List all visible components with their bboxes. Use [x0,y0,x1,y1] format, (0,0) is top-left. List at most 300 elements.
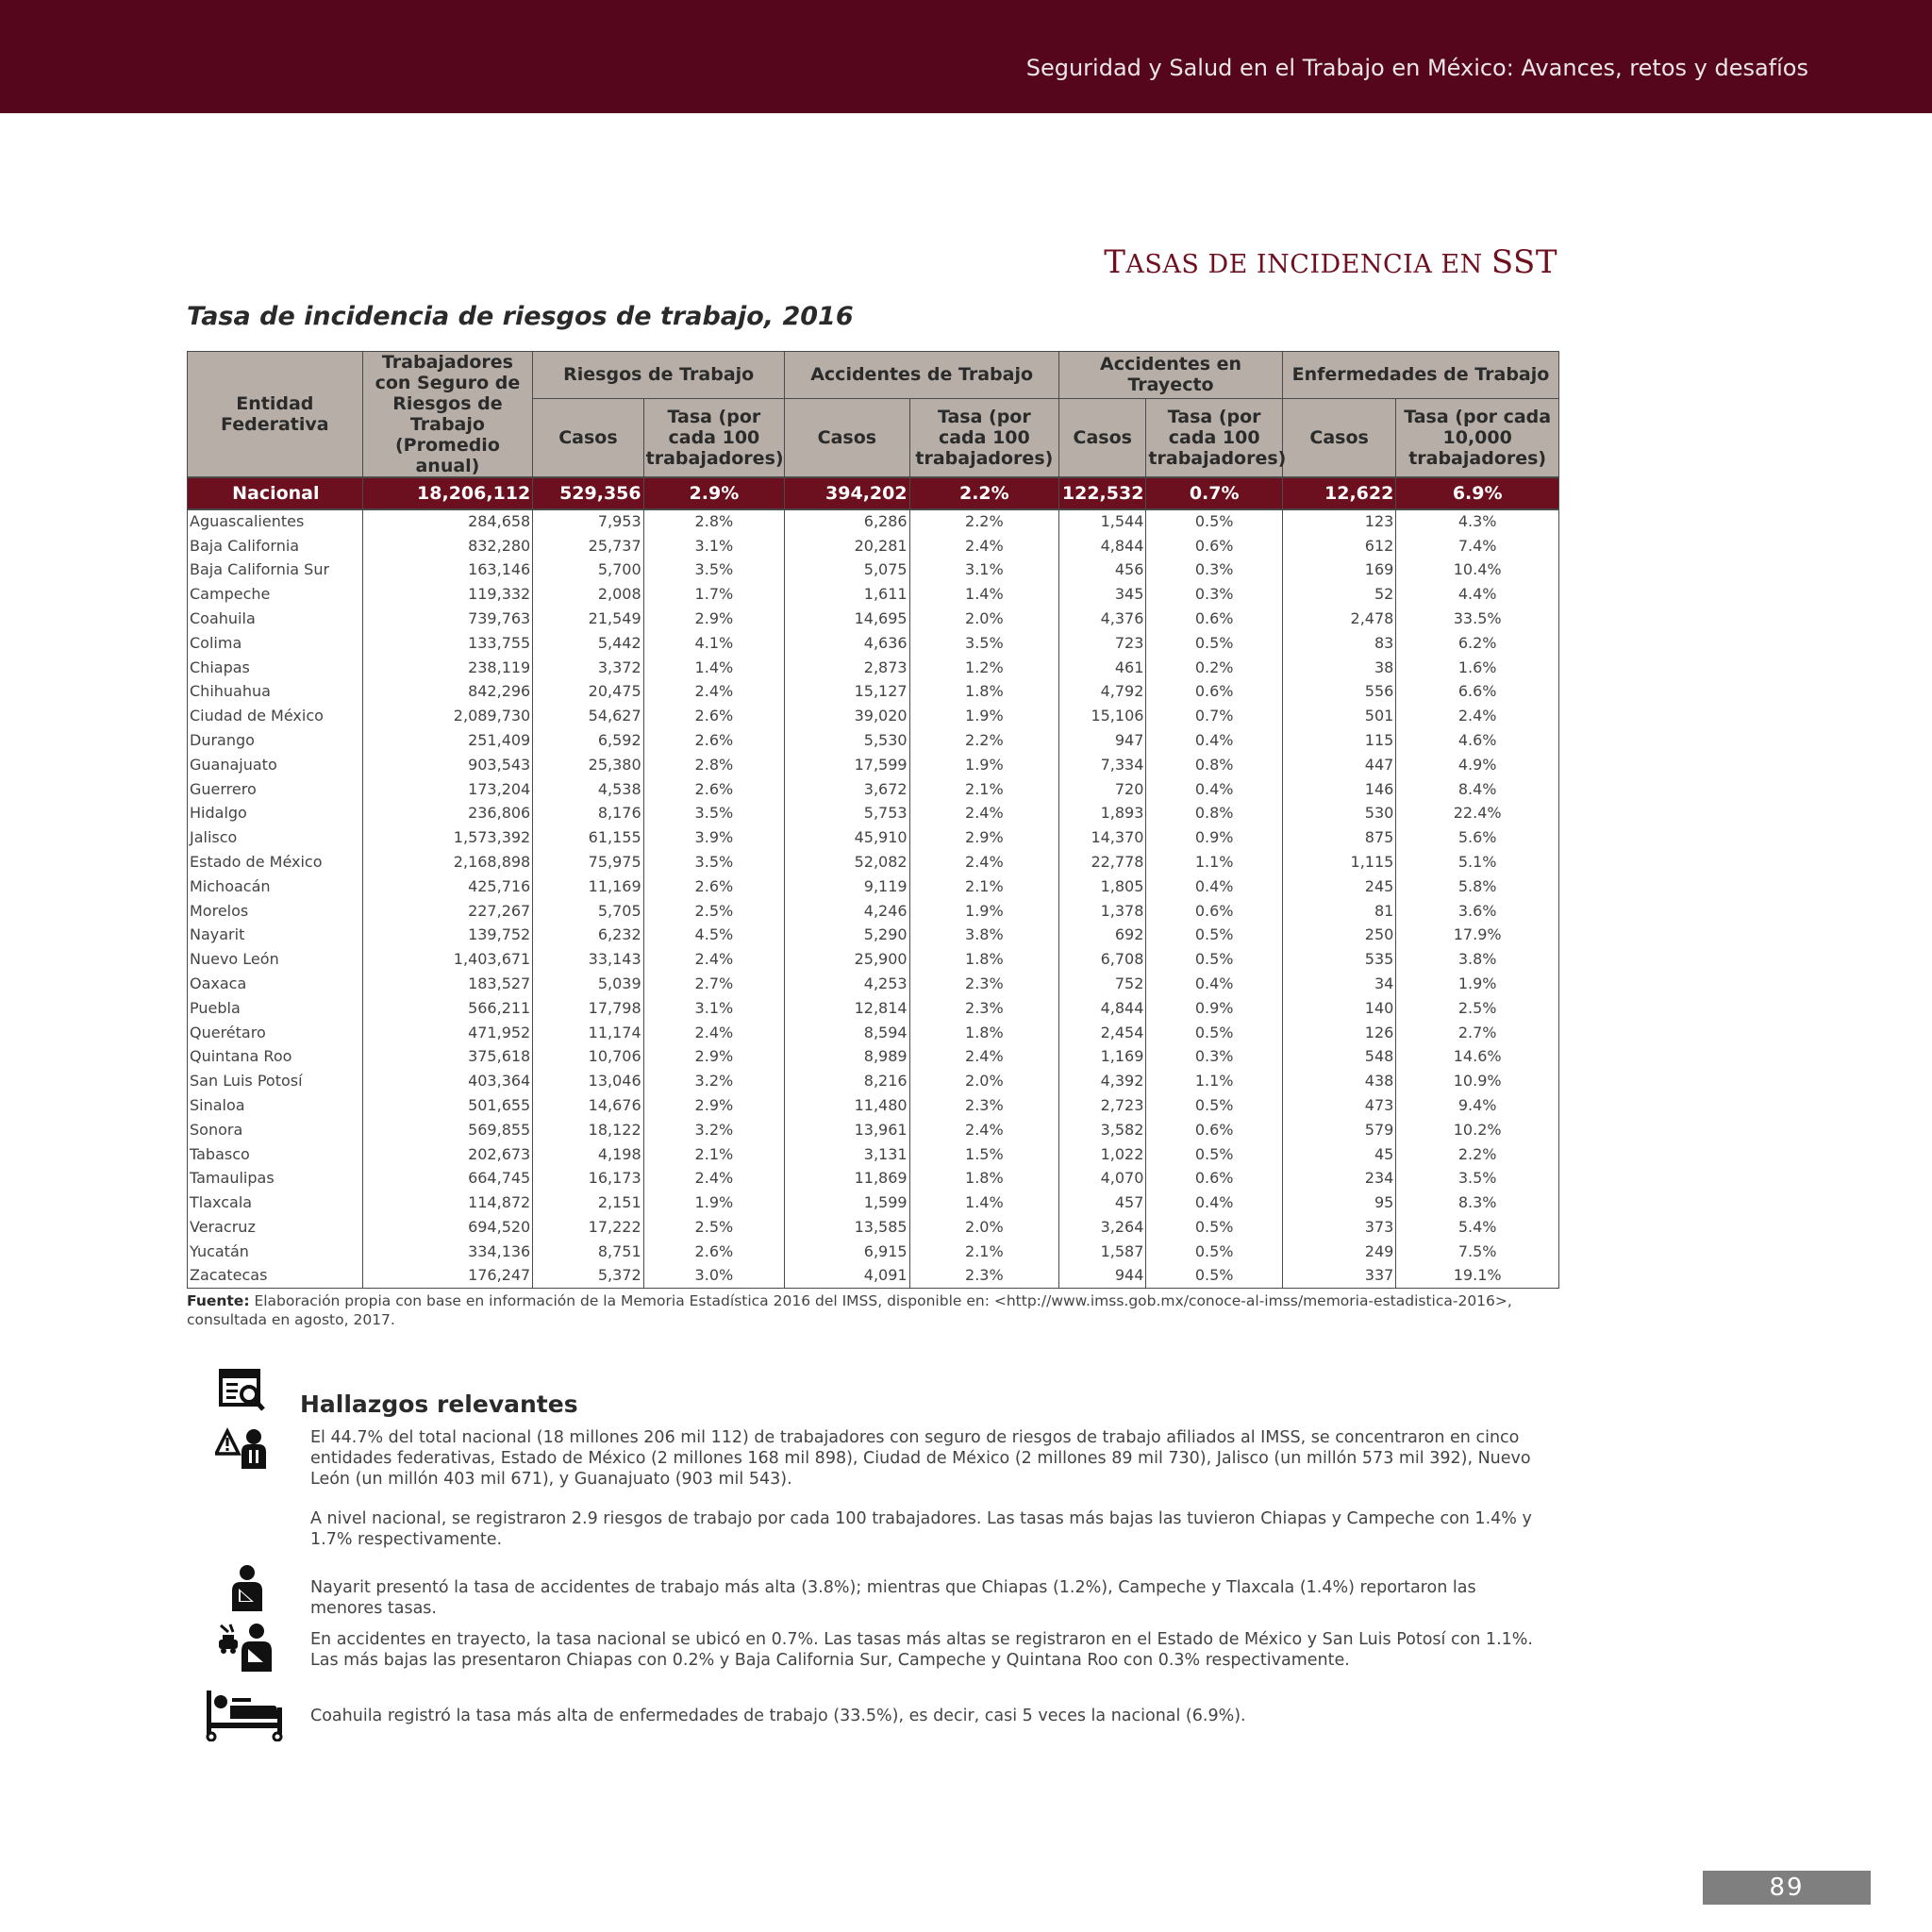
table-cell: 2.4% [643,947,785,972]
table-row [188,1045,1559,1070]
table-cell: 18,122 [533,1118,643,1142]
table-cell: 5,372 [533,1264,643,1289]
table-cell: 2,454 [1059,1021,1146,1045]
table-cell: 3,264 [1059,1215,1146,1240]
table-cell: 176,247 [362,1264,533,1289]
table-cell: 16,173 [533,1167,643,1191]
table-cell: 3.8% [1396,947,1559,972]
table-cell: 146 [1282,777,1395,802]
table-cell: 5,705 [533,899,643,924]
table-cell: 2.2% [909,477,1059,509]
table-cell: 20,475 [533,680,643,705]
table-cell: 2.6% [643,1240,785,1264]
table-row [188,850,1559,874]
entity-name-cell: Guanajuato [188,753,363,777]
table-cell: 0.4% [1146,874,1283,899]
table-cell: 2.1% [909,777,1059,802]
header-tasa: Tasa (por cada 100 trabajadores) [909,398,1059,477]
table-cell: 1,599 [785,1191,909,1215]
table-cell: 6,708 [1059,947,1146,972]
table-cell: 2,478 [1282,607,1395,631]
page-number-badge [1703,1871,1871,1905]
table-cell: 947 [1059,728,1146,753]
table-cell: 842,296 [362,680,533,705]
table-row [188,777,1559,802]
table-cell: 0.4% [1146,728,1283,753]
entity-name-cell: Estado de México [188,850,363,874]
table-cell: 5,075 [785,558,909,583]
table-cell: 5,753 [785,802,909,826]
table-cell: 38 [1282,656,1395,680]
table-cell: 2.4% [909,1118,1059,1142]
table-cell: 9.4% [1396,1093,1559,1118]
table-cell: 403,364 [362,1069,533,1093]
entity-name-cell: Chihuahua [188,680,363,705]
table-cell: 17,798 [533,996,643,1021]
table-cell: 81 [1282,899,1395,924]
table-cell: 0.6% [1146,899,1283,924]
table-cell: 548 [1282,1045,1395,1070]
table-cell: 8.3% [1396,1191,1559,1215]
table-cell: 2.3% [909,1264,1059,1289]
table-cell: 5,039 [533,972,643,996]
table-cell: 1.1% [1146,850,1283,874]
table-cell: 2.0% [909,1069,1059,1093]
table-cell: 251,409 [362,728,533,753]
table-cell: 556 [1282,680,1395,705]
entity-name-cell: Baja California Sur [188,558,363,583]
table-row [188,680,1559,705]
header-tasa: Tasa (por cada 100 trabajadores) [643,398,785,477]
table-cell: 284,658 [362,509,533,534]
table-cell: 0.5% [1146,947,1283,972]
table-cell: 126 [1282,1021,1395,1045]
header-accidentes: Accidentes de Trabajo [785,352,1059,399]
table-row [188,1264,1559,1289]
table-cell: 1,805 [1059,874,1146,899]
table-cell: 456 [1059,558,1146,583]
table-cell: 4,246 [785,899,909,924]
table-cell: 3.5% [643,802,785,826]
table-cell: 461 [1059,656,1146,680]
table-title: Tasa de incidencia de riesgos de trabajo, 2016 [187,302,854,331]
table-cell: 6,286 [785,509,909,534]
findings-title: Hallazgos relevantes [300,1391,578,1418]
table-cell: 2.1% [643,1142,785,1167]
table-cell: 6.2% [1396,631,1559,656]
table-cell: 5,290 [785,924,909,948]
table-cell: 10.2% [1396,1118,1559,1142]
table-cell: 1.8% [909,1021,1059,1045]
table-cell: 0.6% [1146,680,1283,705]
table-cell: 664,745 [362,1167,533,1191]
table-cell: 10,706 [533,1045,643,1070]
table-cell: 832,280 [362,534,533,558]
table-cell: 2,168,898 [362,850,533,874]
header-bar [0,0,1932,113]
table-cell: 1.5% [909,1142,1059,1167]
table-cell: 75,975 [533,850,643,874]
table-cell: 2.6% [643,728,785,753]
table-cell: 15,127 [785,680,909,705]
table-cell: 0.6% [1146,1167,1283,1191]
table-cell: 0.5% [1146,1240,1283,1264]
table-cell: 250 [1282,924,1395,948]
table-row [188,1240,1559,1264]
table-cell: 566,211 [362,996,533,1021]
table-cell: 457 [1059,1191,1146,1215]
header-tasa: Tasa (por cada 100 trabajadores) [1146,398,1283,477]
document-title: Seguridad y Salud en el Trabajo en México: Avances, retos y desafíos [1025,55,1808,81]
table-cell: 447 [1282,753,1395,777]
table-cell: 4.5% [643,924,785,948]
table-cell: 375,618 [362,1045,533,1070]
entity-name-cell: Colima [188,631,363,656]
table-cell: 33,143 [533,947,643,972]
table-cell: 14,370 [1059,825,1146,850]
table-cell: 612 [1282,534,1395,558]
table-cell: 2.9% [909,825,1059,850]
table-cell: 0.5% [1146,924,1283,948]
table-cell: 1.8% [909,947,1059,972]
table-cell: 1.4% [909,582,1059,607]
table-row [188,874,1559,899]
finding-paragraph: Nayarit presentó la tasa de accidentes de trabajo más alta (3.8%); mientras que Chiapas (1.2%), Campeche y Tlaxcala (1.4%) reportaron las menores tasas. [310,1578,1476,1618]
table-cell: 14.6% [1396,1045,1559,1070]
table-cell: 13,585 [785,1215,909,1240]
table-row [188,558,1559,583]
table-cell: 2.9% [643,607,785,631]
table-cell: 2,873 [785,656,909,680]
table-cell: 4.3% [1396,509,1559,534]
table-cell: 394,202 [785,477,909,509]
source-label: Fuente: [187,1292,250,1309]
table-row [188,656,1559,680]
table-cell: 720 [1059,777,1146,802]
table-cell: 2.4% [643,680,785,705]
table-cell: 173,204 [362,777,533,802]
table-cell: 2.6% [643,777,785,802]
table-cell: 4,253 [785,972,909,996]
table-cell: 3.5% [1396,1167,1559,1191]
source-text: Elaboración propia con base en información de la Memoria Estadística 2016 del IMSS, disponible en: <http://www.imss.gob.mx/conoce-al-imss/memoria-estadistica-2016>, consultada en agosto, 2017. [187,1292,1512,1328]
table-row [188,509,1559,534]
table-cell: 438 [1282,1069,1395,1093]
table-row [188,607,1559,631]
table-cell: 14,676 [533,1093,643,1118]
table-row [188,1215,1559,1240]
table-cell: 4.6% [1396,728,1559,753]
table-cell: 1.4% [643,656,785,680]
table-cell: 723 [1059,631,1146,656]
table-row [188,947,1559,972]
table-cell: 236,806 [362,802,533,826]
table-cell: 1.7% [643,582,785,607]
table-cell: 1.8% [909,1167,1059,1191]
table-cell: 4.4% [1396,582,1559,607]
table-cell: 739,763 [362,607,533,631]
table-cell: 12,814 [785,996,909,1021]
table-cell: 10.9% [1396,1069,1559,1093]
table-cell: 4.1% [643,631,785,656]
table-cell: 2.2% [909,509,1059,534]
table-cell: 61,155 [533,825,643,850]
table-cell: 7.4% [1396,534,1559,558]
table-cell: 0.8% [1146,753,1283,777]
table-cell: 2.4% [909,802,1059,826]
entity-name-cell: Querétaro [188,1021,363,1045]
entity-name-cell: Tlaxcala [188,1191,363,1215]
table-cell: 0.9% [1146,825,1283,850]
table-cell: 2,151 [533,1191,643,1215]
table-cell: 39,020 [785,704,909,728]
entity-name-cell: Baja California [188,534,363,558]
table-cell: 2.4% [909,1045,1059,1070]
entity-name-cell: Durango [188,728,363,753]
table-cell: 22,778 [1059,850,1146,874]
injured-worker-icon [227,1564,265,1611]
table-cell: 4,070 [1059,1167,1146,1191]
table-cell: 0.4% [1146,777,1283,802]
table-cell: 6.6% [1396,680,1559,705]
table-cell: 1.1% [1146,1069,1283,1093]
table-cell: 875 [1282,825,1395,850]
header-casos: Casos [1059,398,1146,477]
table-cell: 2,089,730 [362,704,533,728]
table-cell: 52 [1282,582,1395,607]
table-cell: 2.9% [643,1093,785,1118]
table-cell: 3.1% [643,996,785,1021]
table-cell: 8,594 [785,1021,909,1045]
table-cell: 529,356 [533,477,643,509]
table-cell: 345 [1059,582,1146,607]
header-tasa-10000: Tasa (por cada 10,000 trabajadores) [1396,398,1559,477]
table-cell: 1,115 [1282,850,1395,874]
table-cell: 2.2% [1396,1142,1559,1167]
table-cell: 0.2% [1146,656,1283,680]
table-cell: 752 [1059,972,1146,996]
table-cell: 12,622 [1282,477,1395,509]
table-row [188,1142,1559,1167]
table-cell: 133,755 [362,631,533,656]
table-cell: 0.5% [1146,1264,1283,1289]
table-cell: 8,751 [533,1240,643,1264]
table-cell: 140 [1282,996,1395,1021]
table-cell: 114,872 [362,1191,533,1215]
table-cell: 2.8% [643,509,785,534]
national-total-row [188,477,1559,509]
table-cell: 2.9% [643,1045,785,1070]
table-cell: 45 [1282,1142,1395,1167]
table-cell: 425,716 [362,874,533,899]
table-row [188,1167,1559,1191]
table-cell: 54,627 [533,704,643,728]
table-row [188,1069,1559,1093]
table-cell: 21,549 [533,607,643,631]
table-cell: 501,655 [362,1093,533,1118]
table-cell: 245 [1282,874,1395,899]
table-cell: 2.3% [909,996,1059,1021]
table-cell: 2.4% [1396,704,1559,728]
header-casos: Casos [785,398,909,477]
table-cell: 13,961 [785,1118,909,1142]
table-cell: 0.5% [1146,631,1283,656]
table-cell: 2.6% [643,704,785,728]
hospital-bed-icon [204,1689,285,1741]
report-search-icon [218,1368,267,1413]
entity-name-cell: Hidalgo [188,802,363,826]
table-row [188,802,1559,826]
entity-name-cell: Morelos [188,899,363,924]
table-cell: 139,752 [362,924,533,948]
table-cell: 473 [1282,1093,1395,1118]
table-cell: 45,910 [785,825,909,850]
table-cell: 25,737 [533,534,643,558]
table-cell: 14,695 [785,607,909,631]
table-cell: 25,380 [533,753,643,777]
table-cell: 4,392 [1059,1069,1146,1093]
table-cell: 2.1% [909,874,1059,899]
entity-name-cell: Nacional [188,477,363,509]
table-cell: 2.4% [643,1167,785,1191]
table-cell: 569,855 [362,1118,533,1142]
entity-name-cell: Campeche [188,582,363,607]
table-cell: 8,989 [785,1045,909,1070]
table-cell: 6.9% [1396,477,1559,509]
page-number: 89 [1769,1874,1805,1902]
table-cell: 9,119 [785,874,909,899]
table-cell: 0.7% [1146,704,1283,728]
table-cell: 11,480 [785,1093,909,1118]
table-cell: 249 [1282,1240,1395,1264]
table-cell: 11,174 [533,1021,643,1045]
table-cell: 692 [1059,924,1146,948]
section-title-acronym: SST [1491,243,1557,281]
table-cell: 11,869 [785,1167,909,1191]
table-cell: 4,844 [1059,996,1146,1021]
table-cell: 337 [1282,1264,1395,1289]
table-cell: 6,915 [785,1240,909,1264]
entity-name-cell: San Luis Potosí [188,1069,363,1093]
table-cell: 0.6% [1146,534,1283,558]
section-title [1104,243,1557,281]
table-cell: 373 [1282,1215,1395,1240]
table-cell: 11,169 [533,874,643,899]
table-cell: 4,636 [785,631,909,656]
table-cell: 0.5% [1146,1093,1283,1118]
table-cell: 3.6% [1396,899,1559,924]
table-cell: 2.6% [643,874,785,899]
table-cell: 0.7% [1146,477,1283,509]
table-cell: 1.4% [909,1191,1059,1215]
table-cell: 5.4% [1396,1215,1559,1240]
table-cell: 903,543 [362,753,533,777]
table-cell: 10.4% [1396,558,1559,583]
table-cell: 3.5% [909,631,1059,656]
table-cell: 8,176 [533,802,643,826]
table-cell: 2.3% [909,972,1059,996]
finding-paragraph: A nivel nacional, se registraron 2.9 riesgos de trabajo por cada 100 trabajadores. Las tasas más bajas las tuvieron Chiapas y Campeche con 1.4% y 1.7% respectivamente. [310,1509,1532,1549]
table-row [188,1191,1559,1215]
table-cell: 3.2% [643,1069,785,1093]
header-trabajadores: Trabajadores con Seguro de Riesgos de Trabajo (Promedio anual) [362,352,533,478]
table-cell: 1.2% [909,656,1059,680]
table-cell: 2.2% [909,728,1059,753]
commute-accident-icon [217,1623,274,1672]
table-cell: 0.9% [1146,996,1283,1021]
table-cell: 3.8% [909,924,1059,948]
table-cell: 5.6% [1396,825,1559,850]
table-row [188,582,1559,607]
table-cell: 2.0% [909,607,1059,631]
table-cell: 1,893 [1059,802,1146,826]
table-cell: 0.5% [1146,1215,1283,1240]
table-cell: 5,442 [533,631,643,656]
table-cell: 0.5% [1146,1142,1283,1167]
table-cell: 4,792 [1059,680,1146,705]
table-cell: 2.1% [909,1240,1059,1264]
table-row [188,924,1559,948]
table-cell: 1.9% [909,704,1059,728]
entity-name-cell: Guerrero [188,777,363,802]
table-cell: 579 [1282,1118,1395,1142]
table-cell: 18,206,112 [362,477,533,509]
table-row [188,753,1559,777]
table-cell: 1,403,671 [362,947,533,972]
table-cell: 1.9% [1396,972,1559,996]
entity-name-cell: Oaxaca [188,972,363,996]
table-cell: 17.9% [1396,924,1559,948]
table-cell: 83 [1282,631,1395,656]
table-cell: 5.1% [1396,850,1559,874]
table-cell: 3.1% [643,534,785,558]
table-cell: 0.3% [1146,558,1283,583]
table-cell: 3.2% [643,1118,785,1142]
entity-name-cell: Sonora [188,1118,363,1142]
table-row [188,704,1559,728]
table-cell: 501 [1282,704,1395,728]
table-cell: 7.5% [1396,1240,1559,1264]
table-cell: 0.5% [1146,509,1283,534]
header-trayecto: Accidentes en Trayecto [1059,352,1283,399]
table-cell: 2.4% [909,534,1059,558]
table-cell: 1,611 [785,582,909,607]
table-cell: 1.6% [1396,656,1559,680]
table-cell: 5,700 [533,558,643,583]
table-cell: 2.7% [1396,1021,1559,1045]
table-cell: 2.3% [909,1093,1059,1118]
table-cell: 530 [1282,802,1395,826]
table-cell: 17,222 [533,1215,643,1240]
entity-name-cell: Puebla [188,996,363,1021]
table-cell: 0.6% [1146,1118,1283,1142]
table-cell: 234 [1282,1167,1395,1191]
table-cell: 3.5% [643,558,785,583]
table-cell: 13,046 [533,1069,643,1093]
table-cell: 0.3% [1146,582,1283,607]
table-cell: 0.3% [1146,1045,1283,1070]
table-row [188,1021,1559,1045]
table-cell: 3.9% [643,825,785,850]
table-cell: 1,022 [1059,1142,1146,1167]
table-cell: 1,544 [1059,509,1146,534]
table-cell: 2,723 [1059,1093,1146,1118]
table-cell: 4,844 [1059,534,1146,558]
entity-name-cell: Nayarit [188,924,363,948]
table-cell: 0.6% [1146,607,1283,631]
table-cell: 8,216 [785,1069,909,1093]
table-row [188,1093,1559,1118]
